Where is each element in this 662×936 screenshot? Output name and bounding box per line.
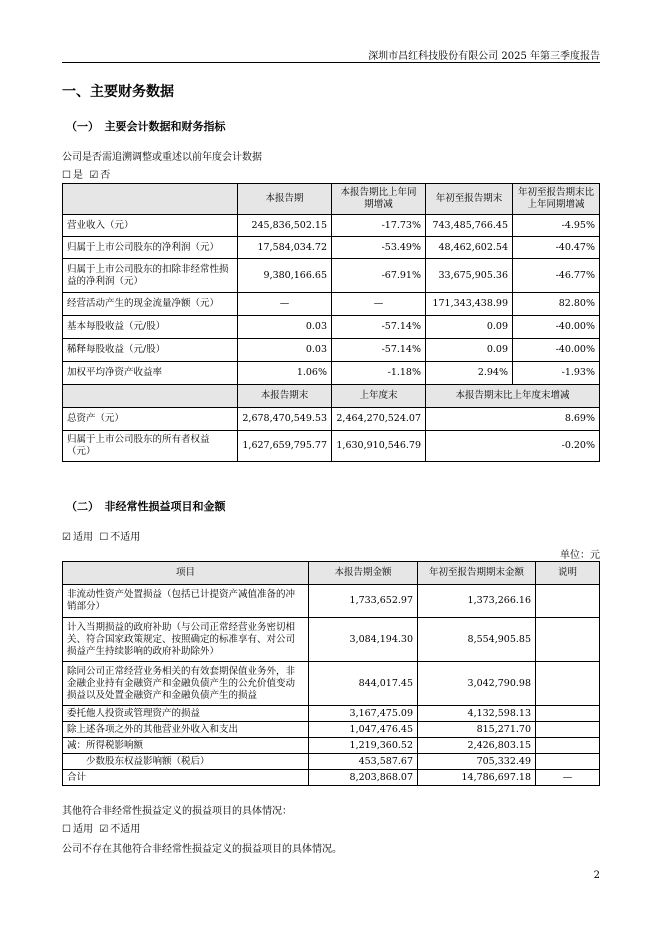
table-row	[63, 770, 600, 786]
row-label: 加权平均净资产收益率	[63, 362, 238, 385]
cell-value: -1.93%	[513, 362, 600, 385]
cell-value: 8,203,868.07	[309, 770, 418, 786]
row-label: 除上述各项之外的其他营业外收入和支出	[63, 722, 309, 738]
cell-note	[536, 706, 600, 722]
cell-value: 3,167,475.09	[309, 706, 418, 722]
cell-value: 0.09	[426, 316, 513, 339]
cell-value: 1,627,659,795.77	[238, 431, 332, 462]
cell-value: -57.14%	[332, 316, 426, 339]
cell-value: -40.00%	[513, 339, 600, 362]
col-prior-year-end: 上年度末	[332, 385, 426, 408]
row-label: 委托他人投资或管理资产的损益	[63, 706, 309, 722]
table-row	[63, 738, 600, 754]
cell-value: 0.03	[238, 339, 332, 362]
row-label: 基本每股收益（元/股）	[63, 316, 238, 339]
col-item: 项目	[63, 562, 309, 585]
cell-value: 17,584,034.72	[238, 237, 332, 259]
col-ytd-amount: 年初至报告期期末金额	[418, 562, 536, 585]
cell-value: 1,219,360.52	[309, 738, 418, 754]
table-row	[63, 237, 600, 259]
cell-value: -1.18%	[332, 362, 426, 385]
cell-value: 1,047,476.45	[309, 722, 418, 738]
cell-value: 2,426,803.15	[418, 738, 536, 754]
restatement-options	[62, 166, 110, 181]
row-label: 总资产（元）	[63, 408, 238, 431]
table-row	[63, 293, 600, 316]
cell-value: 705,332.49	[418, 754, 536, 770]
row-label: 减：所得税影响额	[63, 738, 309, 754]
row-label: 合计	[63, 770, 309, 786]
row-label: 营业收入（元）	[63, 215, 238, 237]
other-apply-checkbox[interactable]: ☐	[62, 824, 71, 835]
cell-value: 33,675,905.36	[426, 259, 513, 293]
report-header: 深圳市昌红科技股份有限公司 2025 年第三季度报告	[368, 51, 600, 62]
cell-note	[536, 754, 600, 770]
not-apply-checkbox[interactable]: ☐	[99, 532, 109, 543]
cell-value: 1,373,266.16	[418, 585, 536, 618]
cell-value: -46.77%	[513, 259, 600, 293]
table-row	[63, 316, 600, 339]
other-items-note: 公司不存在其他符合非经常性损益定义的损益项目的具体情况。	[62, 844, 342, 855]
cell-value: 9,380,166.65	[238, 259, 332, 293]
cell-value: -57.14%	[332, 339, 426, 362]
col-current-period: 本报告期	[238, 184, 332, 215]
other-not-apply-label: 不适用	[110, 824, 141, 835]
row-label: 非流动性资产处置损益（包括已计提资产减值准备的冲销部分）	[63, 585, 309, 618]
row-label: 除同公司正常经营业务相关的有效套期保值业务外，非金融企业持有金融资产和金融负债产生的公允价值变动损益以及处置金融资产和金融负债产生的损益	[63, 662, 309, 706]
row-label: 少数股东权益影响额（税后）	[63, 754, 309, 770]
cell-value: -0.20%	[426, 431, 600, 462]
cell-note: —	[536, 770, 600, 786]
nonrecurring-table	[62, 561, 600, 786]
other-apply-label: 适用	[72, 824, 93, 835]
yes-label: 是	[72, 170, 83, 181]
row-label: 归属于上市公司股东的净利润（元）	[63, 237, 238, 259]
cell-value: 0.03	[238, 316, 332, 339]
no-label: 否	[100, 170, 111, 181]
table-row	[63, 706, 600, 722]
cell-value: -40.47%	[513, 237, 600, 259]
table-row	[63, 618, 600, 662]
row-label: 经营活动产生的现金流量净额（元）	[63, 293, 238, 316]
col-current-change: 本报告期比上年同期增减	[332, 184, 426, 215]
cell-value: 4,132,598.13	[418, 706, 536, 722]
row-label: 归属于上市公司股东的所有者权益（元）	[63, 431, 238, 462]
cell-value: 3,042,790.98	[418, 662, 536, 706]
blank-header-cell	[63, 184, 238, 215]
cell-value: -67.91%	[332, 259, 426, 293]
table-row	[63, 585, 600, 618]
col-ytd-change: 年初至报告期末比上年同期增减	[513, 184, 600, 215]
blank-header-cell	[63, 385, 238, 408]
cell-value: -40.00%	[513, 316, 600, 339]
table-row	[63, 339, 600, 362]
table-row	[63, 431, 600, 462]
cell-value: 453,587.67	[309, 754, 418, 770]
cell-value: 2.94%	[426, 362, 513, 385]
table-row	[63, 408, 600, 431]
cell-value: 8,554,905.85	[418, 618, 536, 662]
other-items-title: 其他符合非经常性损益定义的损益项目的具体情况：	[62, 806, 292, 817]
col-note: 说明	[536, 562, 600, 585]
cell-value: 815,271.70	[418, 722, 536, 738]
cell-value: 1,630,910,546.79	[332, 431, 426, 462]
part2-title: （二） 非经常性损益项目和金额	[66, 500, 226, 513]
col-period-end-change: 本报告期末比上年度末增减	[426, 385, 600, 408]
cell-note	[536, 662, 600, 706]
cell-value: —	[238, 293, 332, 316]
part1-title: （一） 主要会计数据和财务指标	[66, 120, 226, 133]
cell-note	[536, 618, 600, 662]
table-row	[63, 259, 600, 293]
cell-note	[536, 738, 600, 754]
cell-value: 48,462,602.54	[426, 237, 513, 259]
table-row	[63, 754, 600, 770]
other-items-options	[62, 820, 140, 835]
col-ytd: 年初至报告期末	[426, 184, 513, 215]
cell-value: —	[332, 293, 426, 316]
unit-label: 单位：元	[560, 550, 600, 561]
cell-value: 14,786,697.18	[418, 770, 536, 786]
table-row	[63, 722, 600, 738]
cell-value: 82.80%	[513, 293, 600, 316]
other-not-apply-checkbox[interactable]: ☑	[99, 824, 109, 835]
cell-value: 3,084,194.30	[309, 618, 418, 662]
cell-value: 1.06%	[238, 362, 332, 385]
restatement-question: 公司是否需追溯调整或重述以前年度会计数据	[62, 152, 262, 163]
col-current-amount: 本报告期金额	[309, 562, 418, 585]
cell-value: -53.49%	[332, 237, 426, 259]
cell-value: 2,464,270,524.07	[332, 408, 426, 431]
apply-label: 适用	[72, 532, 93, 543]
cell-value: -4.95%	[513, 215, 600, 237]
row-label: 计入当期损益的政府补助（与公司正常经营业务密切相关、符合国家政策规定、按照确定的标准享有、对公司损益产生持续影响的政府补助除外）	[63, 618, 309, 662]
header-divider	[62, 62, 600, 63]
cell-value: 743,485,766.45	[426, 215, 513, 237]
cell-value: -17.73%	[332, 215, 426, 237]
table-row	[63, 215, 600, 237]
yes-checkbox[interactable]: ☐	[62, 170, 71, 181]
cell-value: 245,836,502.15	[238, 215, 332, 237]
cell-value: 2,678,470,549.53	[238, 408, 332, 431]
cell-value: 8.69%	[426, 408, 600, 431]
no-checkbox[interactable]: ☑	[89, 170, 99, 181]
cell-value: 0.09	[426, 339, 513, 362]
row-label: 稀释每股收益（元/股）	[63, 339, 238, 362]
table-row	[63, 362, 600, 385]
col-period-end: 本报告期末	[238, 385, 332, 408]
nonrecurring-options	[62, 528, 140, 543]
cell-note	[536, 722, 600, 738]
row-label: 归属于上市公司股东的扣除非经常性损益的净利润（元）	[63, 259, 238, 293]
cell-value: 1,733,652.97	[309, 585, 418, 618]
page-number: 2	[593, 870, 600, 881]
not-apply-label: 不适用	[110, 532, 141, 543]
cell-value: 171,343,438.99	[426, 293, 513, 316]
section-title: 一、主要财务数据	[62, 84, 174, 100]
key-financial-table	[62, 183, 600, 462]
apply-checkbox[interactable]: ☑	[62, 532, 71, 543]
cell-note	[536, 585, 600, 618]
table-row	[63, 662, 600, 706]
cell-value: 844,017.45	[309, 662, 418, 706]
